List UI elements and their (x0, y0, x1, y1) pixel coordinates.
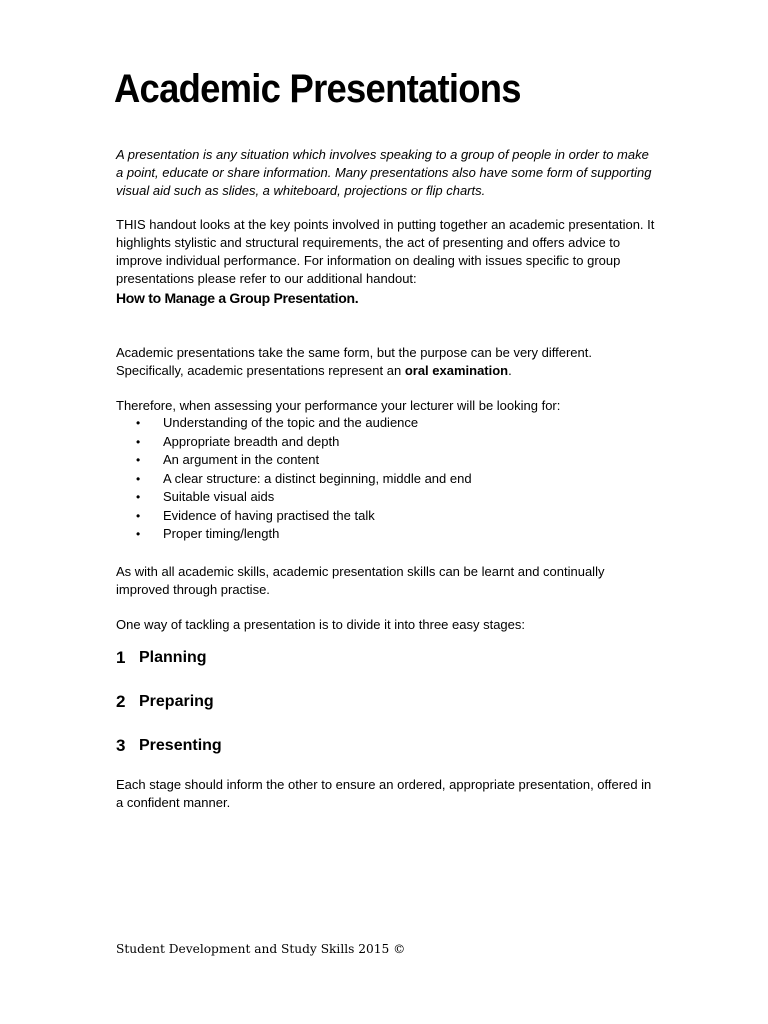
stage-number: 3 (116, 736, 126, 755)
criterion-text: Proper timing/length (163, 526, 280, 541)
stage-number: 1 (116, 648, 126, 667)
skills-paragraph: As with all academic skills, academic presentation skills can be learnt and continually improved through practise. (116, 564, 605, 597)
bullet-icon: • (136, 527, 141, 541)
list-item (116, 488, 656, 507)
bullet-icon: • (136, 508, 141, 523)
criterion-text: Understanding of the topic and the audience (163, 415, 419, 430)
stage-planning (116, 646, 656, 670)
list-item (116, 507, 656, 526)
stages-intro-paragraph: One way of tackling a presentation is to divide it into three easy stages: (116, 617, 526, 632)
list-item (116, 451, 656, 470)
list-item (116, 433, 656, 452)
oral-examination-emphasis: oral examination (404, 363, 509, 378)
bullet-icon: • (136, 434, 141, 449)
group-presentation-handout-link[interactable]: How to Manage a Group Presentation (116, 290, 355, 306)
handout-link-period: . (354, 290, 359, 306)
handout-paragraph (116, 216, 656, 308)
handout-link-line (116, 288, 656, 308)
stage-label: Presenting (139, 737, 222, 754)
page-title: Academic Presentations (114, 67, 521, 111)
document-page (116, 0, 656, 1024)
assessment-criteria-list (116, 414, 656, 544)
intro-paragraph: A presentation is any situation which involves speaking to a group of people in order to make a point, educate or share information. Many presentations also have some form of supporting visual aid such as slides, a whiteboard, projections or flip charts. (116, 147, 652, 198)
stage-presenting (116, 734, 656, 758)
list-item (116, 525, 656, 544)
list-item (116, 470, 656, 489)
stage-label: Preparing (139, 693, 214, 710)
criterion-text: Evidence of having practised the talk (163, 507, 375, 523)
list-item (116, 414, 656, 433)
criterion-text: An argument in the content (163, 452, 320, 467)
criterion-text: Suitable visual aids (163, 489, 275, 504)
purpose-paragraph (116, 344, 656, 380)
purpose-end: . (508, 363, 512, 378)
bullet-icon: • (136, 453, 141, 467)
purpose-text: Academic presentations take the same form, but the purpose can be very different. Specifically, academic presentations represent an (116, 345, 592, 378)
stages-conclusion-paragraph: Each stage should inform the other to ensure an ordered, appropriate presentation, offered in a confident manner. (116, 777, 652, 810)
bullet-icon: • (136, 416, 141, 430)
criterion-text: Appropriate breadth and depth (163, 433, 340, 449)
handout-text: THIS handout looks at the key points involved in putting together an academic presentation. It highlights stylistic and structural requirements, the act of presenting and offers advice to improve individual performance. For information on dealing with issues specific to group presentations please refer to our additional handout: (116, 217, 655, 286)
stage-label: Planning (139, 649, 207, 666)
stage-preparing (116, 690, 656, 714)
assessment-paragraph: Therefore, when assessing your performance your lecturer will be looking for: (116, 398, 561, 413)
bullet-icon: • (136, 490, 141, 504)
bullet-icon: • (136, 471, 141, 486)
stage-number: 2 (116, 692, 126, 711)
page-footer: Student Development and Study Skills 2015 © (116, 942, 406, 956)
criterion-text: A clear structure: a distinct beginning, middle and end (163, 470, 472, 486)
